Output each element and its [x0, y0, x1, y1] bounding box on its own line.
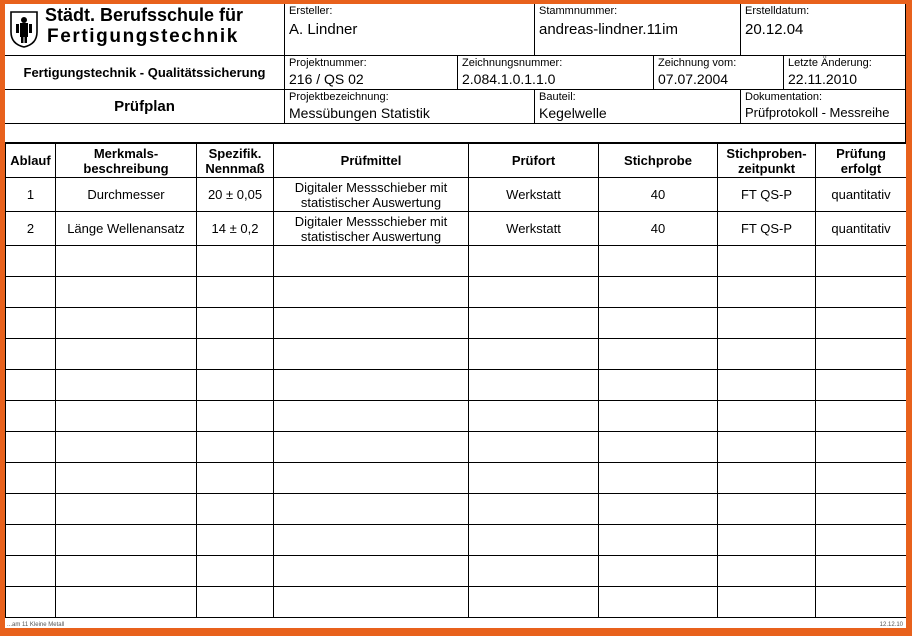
empty-cell — [6, 277, 56, 308]
empty-cell — [469, 525, 599, 556]
empty-cell — [6, 401, 56, 432]
cell-zeitpunkt: FT QS-P — [718, 178, 816, 212]
empty-cell — [599, 556, 718, 587]
empty-cell — [469, 308, 599, 339]
empty-row — [6, 494, 907, 525]
empty-cell — [274, 587, 469, 618]
empty-cell — [197, 277, 274, 308]
school-name-line1: Städt. Berufsschule für — [45, 5, 244, 25]
empty-cell — [718, 308, 816, 339]
col-header-zeitpunkt: Stichproben- zeitpunkt — [718, 144, 816, 178]
empty-cell — [469, 339, 599, 370]
empty-row — [6, 556, 907, 587]
empty-cell — [197, 339, 274, 370]
empty-cell — [6, 370, 56, 401]
empty-cell — [6, 339, 56, 370]
empty-cell — [816, 277, 907, 308]
empty-cell — [274, 277, 469, 308]
erstelldatum-value: 20.12.04 — [745, 21, 804, 38]
empty-cell — [197, 525, 274, 556]
stammnummer-cell — [535, 4, 741, 56]
empty-cell — [6, 432, 56, 463]
empty-cell — [599, 370, 718, 401]
empty-cell — [718, 339, 816, 370]
empty-cell — [6, 556, 56, 587]
empty-cell — [469, 401, 599, 432]
col-header-merkmal: Merkmals- beschreibung — [56, 144, 197, 178]
empty-cell — [599, 339, 718, 370]
empty-cell — [599, 525, 718, 556]
empty-cell — [469, 432, 599, 463]
empty-row — [6, 463, 907, 494]
empty-cell — [274, 432, 469, 463]
empty-row — [6, 308, 907, 339]
empty-rows — [6, 246, 907, 618]
empty-cell — [816, 525, 907, 556]
projektbezeichnung-cell — [285, 90, 535, 124]
empty-cell — [718, 556, 816, 587]
empty-cell — [197, 401, 274, 432]
spacer-band — [5, 124, 906, 143]
empty-cell — [274, 308, 469, 339]
projektbezeichnung-label: Projektbezeichnung: — [289, 91, 389, 103]
empty-cell — [56, 277, 197, 308]
empty-row — [6, 525, 907, 556]
department-title: Fertigungstechnik - Qualitätssicherung — [23, 65, 266, 80]
projektnummer-cell — [285, 56, 458, 90]
empty-cell — [56, 339, 197, 370]
letzte-aenderung-label: Letzte Änderung: — [788, 57, 872, 69]
empty-cell — [274, 246, 469, 277]
empty-row — [6, 587, 907, 618]
col-header-spezifik: Spezifik. Nennmaß — [197, 144, 274, 178]
cell-zeitpunkt: FT QS-P — [718, 212, 816, 246]
zeichnungsnummer-cell — [458, 56, 654, 90]
erstelldatum-cell — [741, 4, 906, 56]
empty-cell — [718, 432, 816, 463]
dokumentation-label: Dokumentation: — [745, 91, 823, 103]
col-header-pruefmittel: Prüfmittel — [274, 144, 469, 178]
empty-cell — [718, 246, 816, 277]
stammnummer-label: Stammnummer: — [539, 5, 618, 17]
zeichnung-vom-cell — [654, 56, 784, 90]
empty-row — [6, 370, 907, 401]
empty-cell — [469, 463, 599, 494]
empty-cell — [197, 432, 274, 463]
cell-ablauf: 2 — [6, 212, 56, 246]
bauteil-value: Kegelwelle — [539, 105, 607, 121]
empty-cell — [197, 370, 274, 401]
empty-row — [6, 339, 907, 370]
cell-nennmass: 20 ± 0,05 — [197, 178, 274, 212]
empty-cell — [718, 370, 816, 401]
ersteller-cell — [285, 4, 535, 56]
empty-row — [6, 401, 907, 432]
cell-nennmass: 14 ± 0,2 — [197, 212, 274, 246]
empty-cell — [56, 463, 197, 494]
stammnummer-value: andreas-lindner.11im — [539, 21, 678, 38]
zeichnungsnummer-label: Zeichnungsnummer: — [462, 57, 563, 69]
empty-row — [6, 277, 907, 308]
cell-merkmal: Länge Wellenansatz — [56, 212, 197, 246]
empty-cell — [469, 370, 599, 401]
zeichnungsnummer-value: 2.084.1.0.1.1.0 — [462, 71, 556, 87]
projektbezeichnung-value: Messübungen Statistik — [289, 105, 430, 121]
empty-cell — [274, 370, 469, 401]
footer-right: 12.12.10 — [879, 622, 903, 628]
pruefplan-table — [5, 143, 906, 618]
empty-cell — [599, 494, 718, 525]
empty-cell — [469, 556, 599, 587]
col-header-stichprobe: Stichprobe — [599, 144, 718, 178]
empty-cell — [718, 277, 816, 308]
col-header-erfolgt: Prüfung erfolgt — [816, 144, 907, 178]
empty-cell — [274, 556, 469, 587]
empty-cell — [816, 587, 907, 618]
empty-cell — [274, 463, 469, 494]
empty-row — [6, 246, 907, 277]
projektnummer-label: Projektnummer: — [289, 57, 367, 69]
empty-cell — [56, 401, 197, 432]
letzte-aenderung-cell — [784, 56, 906, 90]
document-page — [5, 4, 906, 628]
empty-cell — [274, 339, 469, 370]
empty-cell — [197, 246, 274, 277]
empty-cell — [718, 401, 816, 432]
empty-cell — [56, 308, 197, 339]
empty-cell — [816, 432, 907, 463]
cell-stichprobe: 40 — [599, 212, 718, 246]
empty-cell — [816, 370, 907, 401]
empty-cell — [718, 494, 816, 525]
empty-cell — [56, 494, 197, 525]
col-header-pruefort: Prüfort — [469, 144, 599, 178]
empty-cell — [274, 494, 469, 525]
empty-cell — [599, 463, 718, 494]
empty-cell — [718, 463, 816, 494]
empty-cell — [197, 556, 274, 587]
empty-cell — [816, 401, 907, 432]
table-header-row — [6, 144, 907, 178]
empty-cell — [197, 463, 274, 494]
projektnummer-value: 216 / QS 02 — [289, 71, 364, 87]
empty-cell — [274, 525, 469, 556]
empty-cell — [469, 246, 599, 277]
empty-cell — [6, 494, 56, 525]
empty-cell — [599, 308, 718, 339]
table-row — [6, 178, 907, 212]
empty-cell — [6, 587, 56, 618]
bauteil-label: Bauteil: — [539, 91, 576, 103]
empty-cell — [816, 339, 907, 370]
cell-pruefort: Werkstatt — [469, 212, 599, 246]
ersteller-label: Ersteller: — [289, 5, 333, 17]
empty-cell — [197, 587, 274, 618]
zeichnung-vom-label: Zeichnung vom: — [658, 57, 737, 69]
empty-cell — [56, 370, 197, 401]
empty-cell — [6, 308, 56, 339]
city-coat-of-arms-logo — [9, 10, 39, 53]
empty-cell — [274, 401, 469, 432]
cell-erfolgt: quantitativ — [816, 178, 907, 212]
empty-cell — [469, 494, 599, 525]
erstelldatum-label: Erstelldatum: — [745, 5, 810, 17]
empty-cell — [56, 525, 197, 556]
empty-cell — [6, 246, 56, 277]
zeichnung-vom-value: 07.07.2004 — [658, 71, 729, 87]
doc-type-title: Prüfplan — [114, 98, 175, 115]
school-name-line2: Fertigungstechnik — [47, 26, 239, 47]
empty-cell — [718, 587, 816, 618]
cell-stichprobe: 40 — [599, 178, 718, 212]
empty-cell — [599, 587, 718, 618]
empty-cell — [6, 525, 56, 556]
empty-cell — [56, 556, 197, 587]
school-block — [5, 4, 285, 56]
empty-cell — [56, 246, 197, 277]
cell-pruefmittel: Digitaler Messschieber mit statistischer Auswertung — [274, 178, 469, 212]
empty-cell — [197, 494, 274, 525]
empty-cell — [816, 494, 907, 525]
empty-cell — [816, 463, 907, 494]
cell-erfolgt: quantitativ — [816, 212, 907, 246]
cell-ablauf: 1 — [6, 178, 56, 212]
empty-cell — [599, 246, 718, 277]
empty-row — [6, 432, 907, 463]
cell-pruefmittel: Digitaler Messschieber mit statistischer Auswertung — [274, 212, 469, 246]
bauteil-cell — [535, 90, 741, 124]
cell-pruefort: Werkstatt — [469, 178, 599, 212]
empty-cell — [599, 401, 718, 432]
empty-cell — [6, 463, 56, 494]
empty-cell — [56, 587, 197, 618]
empty-cell — [816, 556, 907, 587]
letzte-aenderung-value: 22.11.2010 — [788, 71, 858, 87]
dokumentation-cell — [741, 90, 906, 124]
footer-left: ...am 11 Kleine Metall — [7, 622, 65, 628]
empty-cell — [197, 308, 274, 339]
cell-merkmal: Durchmesser — [56, 178, 197, 212]
empty-cell — [56, 432, 197, 463]
col-header-ablauf: Ablauf — [6, 144, 56, 178]
empty-cell — [469, 587, 599, 618]
empty-cell — [816, 246, 907, 277]
table-row — [6, 212, 907, 246]
empty-cell — [469, 277, 599, 308]
department-cell — [5, 56, 285, 90]
dokumentation-value: Prüfprotokoll - Messreihe — [745, 105, 890, 120]
empty-cell — [599, 432, 718, 463]
ersteller-value: A. Lindner — [289, 21, 358, 38]
doc-type-cell — [5, 90, 285, 124]
empty-cell — [718, 525, 816, 556]
empty-cell — [599, 277, 718, 308]
empty-cell — [816, 308, 907, 339]
